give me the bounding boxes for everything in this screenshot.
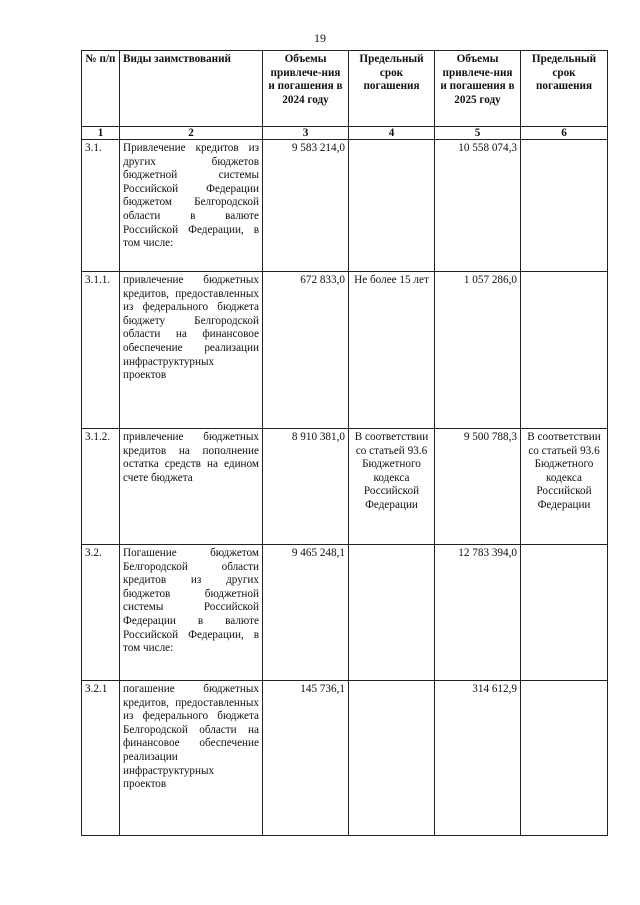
row-volume-2025: 12 783 394,0 [435,545,521,681]
column-number: 5 [435,127,521,140]
header-type: Виды заимствований [120,51,263,127]
row-code: 3.1. [82,140,120,272]
row-term-2024 [349,545,435,681]
column-number: 3 [263,127,349,140]
row-term-2024: Не более 15 лет [349,272,435,429]
row-term-2025: В соответствии со статьей 93.6 Бюджетного кодекса Российской Федерации [521,429,608,545]
row-term-2025 [521,545,608,681]
row-volume-2025: 10 558 074,3 [435,140,521,272]
header-term-2024: Предельный срок погашения [349,51,435,127]
row-volume-2024: 8 910 381,0 [263,429,349,545]
header-volume-2024: Объемы привлече-ния и погашения в 2024 году [263,51,349,127]
table-row [82,140,608,272]
row-volume-2024: 9 583 214,0 [263,140,349,272]
row-code: 3.1.1. [82,272,120,429]
row-code: 3.1.2. [82,429,120,545]
row-volume-2024: 145 736,1 [263,681,349,836]
row-name: Погашение бюджетом Белгородской области кредитов из других бюджетов бюджетной системы Российской Федерации в валюте Российской Федерации, в том числе: [120,545,263,681]
row-volume-2025: 314 612,9 [435,681,521,836]
column-number: 6 [521,127,608,140]
column-number-row [82,127,608,140]
row-volume-2025: 1 057 286,0 [435,272,521,429]
row-volume-2024: 9 465 248,1 [263,545,349,681]
table-row [82,681,608,836]
page-number: 19 [314,31,326,45]
row-name: привлечение бюджетных кредитов, предоставленных из федерального бюджета бюджету Белгородской области на финансовое обеспечение реализации инфраструктурных проектов [120,272,263,429]
row-term-2024 [349,681,435,836]
table-row [82,545,608,681]
row-code: 3.2.1 [82,681,120,836]
column-number: 1 [82,127,120,140]
row-term-2025 [521,272,608,429]
row-volume-2024: 672 833,0 [263,272,349,429]
row-term-2025 [521,140,608,272]
row-volume-2025: 9 500 788,3 [435,429,521,545]
table-header-row [82,51,608,127]
header-num: № п/п [82,51,120,127]
header-volume-2025: Объемы привлече-ния и погашения в 2025 году [435,51,521,127]
row-term-2024 [349,140,435,272]
row-code: 3.2. [82,545,120,681]
table-row [82,272,608,429]
row-term-2025 [521,681,608,836]
header-term-2025: Предельный срок погашения [521,51,608,127]
borrowings-table [81,50,608,836]
table-row [82,429,608,545]
column-number: 2 [120,127,263,140]
row-name: привлечение бюджетных кредитов на пополнение остатка средств на едином счете бюджета [120,429,263,545]
row-name: погашение бюджетных кредитов, предоставленных из федерального бюджета Белгородской области на финансовое обеспечение реализации инфраструктурных проектов [120,681,263,836]
row-term-2024: В соответствии со статьей 93.6 Бюджетного кодекса Российской Федерации [349,429,435,545]
column-number: 4 [349,127,435,140]
row-name: Привлечение кредитов из других бюджетов бюджетной системы Российской Федерации бюджетом Белгородской области в валюте Российской Федерации, в том числе: [120,140,263,272]
